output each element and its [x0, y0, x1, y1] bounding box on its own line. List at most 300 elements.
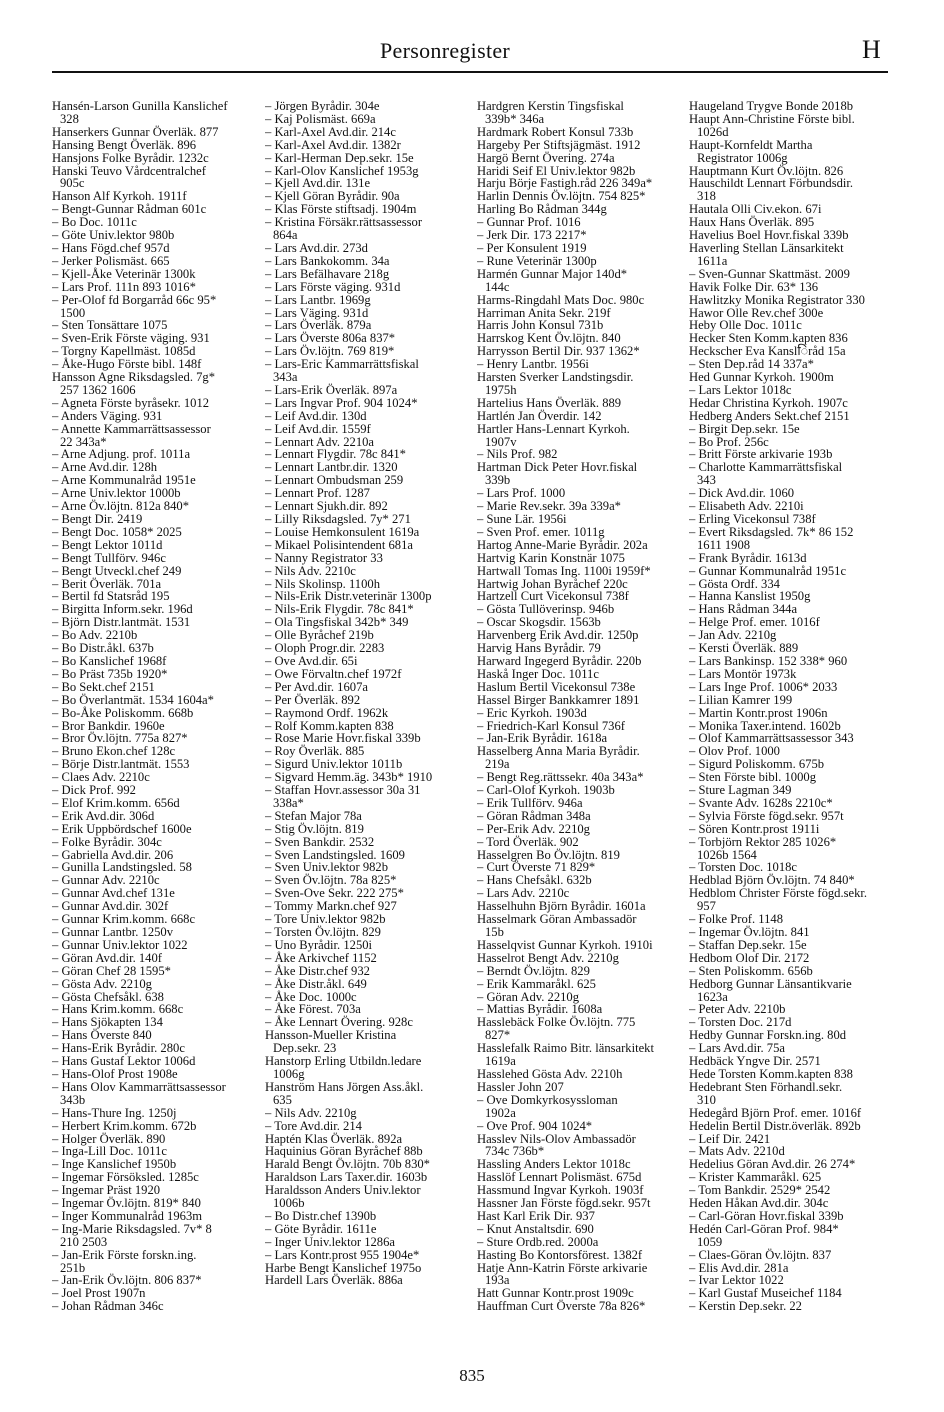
register-entry: – Hans Krim.komm. 668c	[52, 1002, 184, 1017]
register-entry: – Gösta Ordf. 334	[689, 576, 780, 591]
register-entry: – Ingemar Präst 1920	[52, 1183, 161, 1198]
register-entry: Havelius Boel Hovr.fiskal 339b	[689, 228, 849, 243]
register-entry: – Åke Distr.chef 932	[265, 963, 370, 978]
register-entry: – Tord Överläk. 902	[477, 834, 579, 849]
register-entry: Hansjons Folke Byrådir. 1232c	[52, 150, 209, 165]
register-entry: Hedelius Göran Avd.dir. 26 274*	[689, 1157, 856, 1172]
register-entry: – Hans Gustaf Lektor 1006d	[52, 1054, 196, 1069]
register-entry: – Jerk Dir. 173 2217*	[477, 228, 587, 243]
register-entry-continuation: 905c	[60, 176, 85, 191]
register-entry: – Dick Avd.dir. 1060	[689, 486, 795, 501]
register-entry: – Stig Öv.löjtn. 819	[265, 821, 364, 836]
register-entry: Haslum Bertil Vicekonsul 738e	[477, 679, 636, 694]
register-entry: Hauffman Curt Överste 78a 826*	[477, 1299, 646, 1314]
register-entry: – Sten Dep.råd 14 337a*	[689, 357, 814, 372]
register-entry: Haux Hans Överläk. 895	[689, 215, 815, 230]
register-entry: Hansing Bengt Överläk. 896	[52, 137, 197, 152]
register-entry: – Ing-Marie Riksdagsled. 7v* 8	[52, 1221, 212, 1236]
register-entry: Haraldson Lars Taxer.dir. 1603b	[265, 1170, 428, 1185]
register-entry: – Karl Gustaf Museichef 1184	[689, 1286, 842, 1301]
register-entry: – Oloph Progr.dir. 2283	[265, 641, 385, 656]
register-entry: – Sven Univ.lektor 982b	[265, 860, 389, 875]
register-entry-continuation: 1611a	[697, 253, 728, 268]
register-entry: – Bengt Reg.rättssekr. 40a 343a*	[477, 770, 644, 785]
register-entry: – Krister Kammaråkl. 625	[689, 1170, 822, 1185]
register-entry: Hasslehed Gösta Adv. 2210h	[477, 1066, 623, 1081]
register-entry: Hedborg Gunnar Länsantikvarie	[689, 976, 852, 991]
register-entry-continuation: 251b	[60, 1260, 86, 1275]
register-entry: Hed Gunnar Kyrkoh. 1900m	[689, 370, 834, 385]
register-entry: Hanserkers Gunnar Överläk. 877	[52, 124, 219, 139]
register-entry: – Nils-Erik Distr.veterinär 1300p	[265, 589, 432, 604]
register-entry: – Torgny Kapellmäst. 1085d	[52, 344, 196, 359]
register-entry: – Gunnar Adv. 2210c	[52, 873, 160, 888]
register-entry: – Elof Krim.komm. 656d	[52, 795, 180, 810]
register-entry: – Hans Sjökapten 134	[52, 1015, 163, 1030]
register-entry: Hassler John 207	[477, 1079, 564, 1094]
register-entry: – Bo Kanslichef 1968f	[52, 653, 167, 668]
register-entry: – Claes-Göran Öv.löjtn. 837	[689, 1247, 832, 1262]
register-entry: Haraldsson Anders Univ.lektor	[265, 1183, 421, 1198]
register-entry-continuation: 734c 736b*	[485, 1144, 545, 1159]
register-entry: – Lennart Adv. 2210a	[265, 434, 375, 449]
register-entry: – Roy Överläk. 885	[265, 744, 365, 759]
register-entry: Hasslebäck Folke Öv.löjtn. 775	[477, 1015, 636, 1030]
register-entry: – Sigvard Hemm.äg. 343b* 1910	[265, 770, 433, 785]
register-entry: Havik Folke Dir. 63* 136	[689, 279, 819, 294]
register-entry-continuation: 193a	[485, 1273, 510, 1288]
register-entry: – Ivar Lektor 1022	[689, 1273, 784, 1288]
register-entry-continuation: 339b* 346a	[485, 111, 545, 126]
register-entry: – Jan-Erik Öv.löjtn. 806 837*	[52, 1273, 202, 1288]
register-entry: – Gunnar Avd.dir. 302f	[52, 899, 169, 914]
register-entry: Harju Börje Fastigh.råd 226 349a*	[477, 176, 653, 191]
register-entry: – Lennart Sjukh.dir. 892	[265, 499, 388, 514]
register-entry: – Carl-Göran Hovr.fiskal 339b	[689, 1208, 844, 1223]
register-entry: Hassmund Ingvar Kyrkoh. 1903f	[477, 1183, 644, 1198]
register-entry-continuation: 343	[697, 473, 716, 488]
register-entry: – Erik Kammaråkl. 625	[477, 976, 596, 991]
register-entry: – Berit Överläk. 701a	[52, 576, 162, 591]
register-entry: Hartelius Hans Överläk. 889	[477, 395, 622, 410]
register-entry: Hecker Sten Komm.kapten 836	[689, 331, 848, 346]
register-column-3	[477, 100, 685, 1355]
register-entry: Harriman Anita Sekr. 219f	[477, 305, 611, 320]
register-entry: – Kjell Avd.dir. 131e	[265, 176, 371, 191]
register-entry: Hartzell Curt Vicekonsul 738f	[477, 589, 629, 604]
register-entry: – Gösta Adv. 2210g	[52, 976, 152, 991]
register-entry: – Jan Adv. 2210g	[689, 628, 777, 643]
register-entry: – Hans Fögd.chef 957d	[52, 240, 170, 255]
register-entry: – Kersti Överläk. 889	[689, 641, 799, 656]
register-entry: – Åke Lennart Övering. 928c	[265, 1015, 413, 1030]
register-entry: Haugeland Trygve Bonde 2018b	[689, 100, 854, 113]
register-entry: Harris John Konsul 731b	[477, 318, 604, 333]
register-entry: Hanström Hans Jörgen Ass.åkl.	[265, 1079, 424, 1094]
register-entry: – Åke Arkivchef 1152	[265, 950, 377, 965]
register-entry: – Lars Överste 806a 837*	[265, 331, 396, 346]
register-entry: – Leif Avd.dir. 130d	[265, 408, 367, 423]
register-entry: Hansson Agne Riksdagsled. 7g*	[52, 370, 216, 385]
register-entry: – Torbjörn Rektor 285 1026*	[689, 834, 837, 849]
register-entry: – Sigurd Poliskomm. 675b	[689, 757, 825, 772]
register-entry: Hasselberg Anna Maria Byrådir.	[477, 744, 640, 759]
register-entry-continuation: 635	[273, 1092, 292, 1107]
register-entry-continuation: 827*	[485, 1028, 511, 1043]
register-entry: Hansson-Mueller Kristina	[265, 1028, 397, 1043]
register-entry: – Göte Byrådir. 1611e	[265, 1221, 377, 1236]
register-entry-continuation: 338a*	[273, 795, 304, 810]
register-entry: – Ove Prof. 904 1024*	[477, 1118, 593, 1133]
register-entry: – Lennart Lantbr.dir. 1320	[265, 460, 398, 475]
register-entry: – Gunnar Avd.chef 131e	[52, 886, 175, 901]
register-entry: – Lars Kontr.prost 955 1904e*	[265, 1247, 420, 1262]
index-letter: H	[862, 35, 881, 64]
register-entry: – Eric Kyrkoh. 1903d	[477, 705, 587, 720]
register-entry: – Lars Bankinsp. 152 338* 960	[689, 653, 848, 668]
register-entry: – Tore Avd.dir. 214	[265, 1118, 362, 1133]
register-entry: – Holger Överläk. 890	[52, 1131, 166, 1146]
register-entry: Hauptmann Kurt Öv.löjtn. 826	[689, 163, 844, 178]
register-entry: – Bo-Åke Poliskomm. 668b	[52, 705, 194, 720]
register-entry: – Olov Prof. 1000	[689, 744, 780, 759]
register-entry: – Claes Adv. 2210c	[52, 770, 150, 785]
register-entry: – Bo Överlantmät. 1534 1604a*	[52, 692, 214, 707]
register-entry: – Lars Inge Prof. 1006* 2033	[689, 679, 838, 694]
register-entry: – Lars Prof. 111n 893 1016*	[52, 279, 196, 294]
register-entry: Harsten Sverker Landstingsdir.	[477, 370, 634, 385]
register-entry: – Åke Förest. 703a	[265, 1002, 361, 1017]
register-entry: – Gunnar Prof. 1016	[477, 215, 581, 230]
register-entry: Harald Bengt Öv.löjtn. 70b 830*	[265, 1157, 430, 1172]
register-entry: – Erik Tullförv. 946a	[477, 795, 583, 810]
register-entry: – Agneta Förste byråsekr. 1012	[52, 395, 210, 410]
register-entry: – Lars Befälhavare 218g	[265, 266, 390, 281]
register-entry-continuation: Dep.sekr. 23	[273, 1041, 337, 1056]
register-entry: Hedelin Bertil Distr.överläk. 892b	[689, 1118, 861, 1133]
register-entry-continuation: 1902a	[485, 1105, 516, 1120]
page-title: Personregister	[380, 38, 511, 63]
register-entry: Hasslöf Lennart Polismäst. 675d	[477, 1170, 642, 1185]
register-entry: – Bengt Tullförv. 946c	[52, 550, 166, 565]
register-entry: – Gunnar Univ.lektor 1022	[52, 937, 188, 952]
register-entry-continuation: 343b	[60, 1092, 86, 1107]
register-entry: – Sten Förste bibl. 1000g	[689, 770, 816, 785]
register-entry-continuation: 1975h	[485, 382, 517, 397]
register-entry: Haskå Inger Doc. 1011c	[477, 666, 599, 681]
register-entry: Hardgren Kerstin Tingsfiskal	[477, 100, 624, 113]
register-entry: – Lars Montör 1973k	[689, 666, 797, 681]
register-entry: – Johan Rådman 346c	[52, 1299, 164, 1314]
register-entry: Haupt-Kornfeldt Martha	[689, 137, 813, 152]
register-entry: – Charlotte Kammarrättsfiskal	[689, 460, 843, 475]
register-entry: – Bengt Utveckl.chef 249	[52, 563, 182, 578]
register-entry: – Gunnar Lantbr. 1250v	[52, 925, 174, 939]
register-entry: – Kaj Polismäst. 669a	[265, 111, 376, 126]
register-entry: – Folke Byrådir. 304c	[52, 834, 162, 849]
register-entry: – Anders Väging. 931	[52, 408, 163, 423]
register-entry: – Göran Avd.dir. 140f	[52, 950, 162, 965]
register-entry: – Sture Lagman 349	[689, 783, 792, 798]
register-entry: Harms-Ringdahl Mats Doc. 980c	[477, 292, 645, 307]
register-entry: Hassel Birger Bankkamrer 1891	[477, 692, 640, 707]
register-entry: Hasselmark Göran Ambassadör	[477, 912, 637, 927]
register-entry: Hawor Olle Rev.chef 300e	[689, 305, 824, 320]
register-entry: – Lennart Prof. 1287	[265, 486, 370, 501]
register-entry: – Inge Kanslichef 1950b	[52, 1157, 177, 1172]
register-entry: – Bengt Dir. 2419	[52, 512, 143, 526]
register-column-1	[52, 100, 260, 1355]
register-entry: – Per Konsulent 1919	[477, 240, 587, 255]
register-entry: – Kerstin Dep.sekr. 22	[689, 1299, 802, 1314]
register-entry: Hatje Ann-Katrin Förste arkivarie	[477, 1260, 648, 1275]
register-entry-continuation: 328	[60, 111, 79, 126]
register-entry: – Torsten Doc. 217d	[689, 1015, 792, 1030]
register-entry: – Hans Chefsåkl. 632b	[477, 873, 592, 888]
register-entry: – Gunnar Kommunalråd 1951c	[689, 563, 847, 578]
register-entry: – Sven-Ove Sekr. 222 275*	[265, 886, 404, 901]
register-entry: – Lars Lantbr. 1969g	[265, 292, 371, 307]
register-entry: – Bengt-Gunnar Rådman 601c	[52, 202, 207, 217]
register-entry: – Åke Distr.åkl. 649	[265, 976, 367, 991]
register-entry: – Nils-Erik Flygdir. 78c 841*	[265, 602, 414, 617]
register-entry: – Berndt Öv.löjtn. 829	[477, 963, 590, 978]
register-entry: – Sten Poliskomm. 656b	[689, 963, 813, 978]
register-entry: – Lilly Riksdagsled. 7y* 271	[265, 512, 411, 526]
register-entry: – Elisabeth Adv. 2210i	[689, 499, 804, 514]
register-entry-continuation: 144c	[485, 279, 510, 294]
register-entry: Hawlitzky Monika Registrator 330	[689, 292, 865, 307]
register-entry: – Ove Avd.dir. 65i	[265, 653, 358, 668]
register-entry: – Per Avd.dir. 1607a	[265, 679, 368, 694]
register-entry: – Lars Överläk. 879a	[265, 318, 372, 333]
register-entry: – Annette Kammarrättsassessor	[52, 421, 211, 436]
register-entry: Hartvig Karin Konstnär 1075	[477, 550, 625, 565]
register-entry-continuation: 219a	[485, 757, 510, 772]
register-entry: – Bertil fd Statsråd 195	[52, 589, 170, 604]
register-entry: Hedén Carl-Göran Prof. 984*	[689, 1221, 839, 1236]
register-entry: – Bo Prof. 256c	[689, 434, 769, 449]
register-entry: – Erling Vicekonsul 738f	[689, 512, 816, 526]
register-entry: – Karl-Axel Avd.dir. 214c	[265, 124, 396, 139]
register-entry-continuation: 1026d	[697, 124, 729, 139]
register-entry: Hasselgren Bo Öv.löjtn. 819	[477, 847, 620, 862]
page-header	[0, 0, 944, 70]
register-entry: Hedebrant Sten Förhandl.sekr.	[689, 1079, 843, 1094]
register-entry: – Åke-Hugo Förste bibl. 148f	[52, 357, 202, 372]
register-entry-continuation: 310	[697, 1092, 716, 1107]
register-entry: Haridi Seif El Univ.lektor 982b	[477, 163, 636, 178]
register-entry: – Lars-Erik Överläk. 897a	[265, 382, 398, 397]
register-entry: – Arne Kommunalråd 1951e	[52, 473, 196, 488]
register-entry: – Tommy Markn.chef 927	[265, 899, 397, 914]
register-entry: – Ingemar Försöksled. 1285c	[52, 1170, 199, 1185]
register-entry: Hedbäck Yngve Dir. 2571	[689, 1054, 821, 1069]
register-entry-continuation: 1619a	[485, 1054, 516, 1069]
register-entry: Hautala Olli Civ.ekon. 67i	[689, 202, 822, 217]
register-entry: Hedar Christina Kyrkoh. 1907c	[689, 395, 848, 410]
register-entry: – Gunilla Landstingsled. 58	[52, 860, 192, 875]
register-entry: Harvig Hans Byrådir. 79	[477, 641, 601, 656]
register-entry: Harmén Gunnar Major 140d*	[477, 266, 628, 281]
register-entry: Hanstorp Erling Utbildn.ledare	[265, 1054, 422, 1069]
register-entry: – Rolf Komm.kapten 838	[265, 718, 394, 733]
register-entry: – Bo Präst 735b 1920*	[52, 666, 168, 681]
register-entry: – Torsten Doc. 1018c	[689, 860, 798, 875]
register-entry: – Göte Univ.lektor 980b	[52, 228, 175, 243]
register-entry: – Bruno Ekon.chef 128c	[52, 744, 176, 759]
register-entry: Hedblad Björn Öv.löjtn. 74 840*	[689, 873, 855, 888]
register-entry: – Lars Öv.löjtn. 769 819*	[265, 344, 395, 359]
register-entry: – Arne Adjung. prof. 1011a	[52, 447, 191, 462]
register-entry: – Louise Hemkonsulent 1619a	[265, 524, 420, 539]
register-entry: Hast Karl Erik Dir. 937	[477, 1208, 595, 1223]
register-entry: – Birgitta Inform.sekr. 196d	[52, 602, 193, 617]
register-entry: Heby Olle Doc. 1011c	[689, 318, 802, 333]
register-entry: Harlin Dennis Öv.löjtn. 754 825*	[477, 189, 646, 204]
register-entry: – Jörgen Byrådir. 304e	[265, 100, 380, 113]
register-entry: – Sigurd Univ.lektor 1011b	[265, 757, 403, 772]
register-entry: – Göran Rådman 348a	[477, 808, 591, 823]
register-entry: – Lars Adv. 2210c	[477, 886, 570, 901]
register-entry: Heckscher Eva Kanslिråd 15a	[689, 344, 846, 359]
register-entry: – Folke Prof. 1148	[689, 912, 783, 927]
register-entry: – Uno Byrådir. 1250i	[265, 937, 373, 952]
register-entry: – Hans-Olof Prost 1908e	[52, 1066, 178, 1081]
register-entry-continuation: 1500	[60, 305, 86, 320]
register-entry: – Bo Doc. 1011c	[52, 215, 137, 230]
register-entry: – Lars Avd.dir. 273d	[265, 240, 368, 255]
register-entry: – Carl-Olof Kyrkoh. 1903b	[477, 783, 615, 798]
register-entry: – Hanna Kanslist 1950g	[689, 589, 811, 604]
register-entry: Hartler Hans-Lennart Kyrkoh.	[477, 421, 630, 436]
register-entry: Hasselqvist Gunnar Kyrkoh. 1910i	[477, 937, 653, 952]
register-entry: Hassling Anders Lektor 1018c	[477, 1157, 631, 1172]
register-entry: – Kjell-Åke Veterinär 1300k	[52, 266, 196, 281]
register-entry: – Hans-Erik Byrådir. 280c	[52, 1041, 185, 1056]
register-entry: – Nils Adv. 2210c	[265, 563, 356, 578]
register-entry-continuation: Registrator 1006g	[697, 150, 788, 165]
register-entry: – Sune Lär. 1956i	[477, 512, 567, 526]
register-entry-continuation: 318	[697, 189, 716, 204]
register-entry: Harrysson Bertil Dir. 937 1362*	[477, 344, 640, 359]
register-entry: – Bror Öv.löjtn. 775a 827*	[52, 731, 188, 746]
register-entry: – Henry Lantbr. 1956i	[477, 357, 589, 372]
register-entry: Hedby Gunnar Forskn.ing. 80d	[689, 1028, 847, 1043]
register-entry: – Kristina Försäkr.rättsassessor	[265, 215, 423, 230]
register-entry: – Staffan Dep.sekr. 15e	[689, 937, 807, 952]
register-entry: – Stefan Major 78a	[265, 808, 362, 823]
register-entry: – Nils Skolinsp. 1100h	[265, 576, 380, 591]
register-entry: – Olle Byråchef 219b	[265, 628, 374, 643]
register-entry: Hatt Gunnar Kontr.prost 1909c	[477, 1286, 634, 1301]
register-entry: – Per-Erik Adv. 2210g	[477, 821, 590, 836]
register-entry: Hartwig Johan Byråchef 220c	[477, 576, 628, 591]
register-entry-continuation: 957	[697, 899, 716, 914]
register-entry: Hasselhuhn Björn Byrådir. 1601a	[477, 899, 646, 914]
register-entry-continuation: 210 2503	[60, 1234, 108, 1249]
register-entry: – Lars Ingvar Prof. 904 1024*	[265, 395, 418, 410]
register-entry: Harrskog Kent Öv.löjtn. 840	[477, 331, 621, 346]
register-entry: – Ingemar Öv.löjtn. 841	[689, 925, 810, 939]
register-entry: – Hans Överste 840	[52, 1028, 152, 1043]
register-entry: – Bror Bankdir. 1960e	[52, 718, 165, 733]
register-entry: – Martin Kontr.prost 1906n	[689, 705, 828, 720]
register-entry: – Lars Lektor 1018c	[689, 382, 792, 397]
register-entry: – Per Överläk. 892	[265, 692, 361, 707]
register-entry: – Erik Uppbördschef 1600e	[52, 821, 192, 836]
register-entry: Hartog Anne-Marie Byrådir. 202a	[477, 537, 648, 552]
register-entry: – Lars Bankokomm. 34a	[265, 253, 390, 268]
register-entry: – Lennart Flygdir. 78c 841*	[265, 447, 406, 462]
page-number: 835	[459, 1366, 485, 1385]
register-entry-continuation: 1026b 1564	[697, 847, 757, 862]
register-entry-continuation: 1059	[697, 1234, 723, 1249]
register-entry: – Sylvia Förste fögd.sekr. 957t	[689, 808, 844, 823]
register-entry: – Lars Väging. 931d	[265, 305, 369, 320]
register-entry: – Göran Chef 28 1595*	[52, 963, 171, 978]
register-entry: Hartman Dick Peter Hovr.fiskal	[477, 460, 638, 475]
register-entry: Hede Torsten Komm.kapten 838	[689, 1066, 853, 1081]
register-entry: Harling Bo Rådman 344g	[477, 202, 607, 217]
register-column-4	[689, 100, 897, 1355]
register-entry: – Gunnar Krim.komm. 668c	[52, 912, 196, 927]
header-rule	[52, 71, 888, 73]
register-entry: – Ove Domkyrkosyssloman	[477, 1092, 618, 1107]
register-entry: – Åke Doc. 1000c	[265, 989, 357, 1004]
register-entry: Hasslefalk Raimo Bitr. länsarkitekt	[477, 1041, 654, 1056]
register-entry: – Ola Tingsfiskal 342b* 349	[265, 615, 409, 630]
register-entry: – Lars Prof. 1000	[477, 486, 566, 501]
register-entry: – Inger Univ.lektor 1286a	[265, 1234, 395, 1249]
register-entry: – Bengt Lektor 1011d	[52, 537, 163, 552]
register-entry: – Sten Tonsättare 1075	[52, 318, 168, 333]
register-entry: – Sture Ordb.red. 2000a	[477, 1234, 599, 1249]
register-entry: – Knut Anstaltsdir. 690	[477, 1221, 594, 1236]
register-entry: – Herbert Krim.komm. 672b	[52, 1118, 197, 1133]
register-entry: – Karl-Axel Avd.dir. 1382r	[265, 137, 401, 152]
register-entry: – Arne Univ.lektor 1000b	[52, 486, 181, 501]
register-entry: – Svante Adv. 1628s 2210c*	[689, 795, 833, 810]
register-entry: Hedblom Christer Förste fögd.sekr.	[689, 886, 868, 901]
register-entry: – Leif Dir. 2421	[689, 1131, 771, 1146]
register-entry: – Arne Avd.dir. 128h	[52, 460, 158, 475]
register-entry: – Lars-Eric Kammarrättsfiskal	[265, 357, 419, 372]
register-entry: – Klas Förste stiftsadj. 1904m	[265, 202, 417, 217]
register-entry: Hargö Bernt Övering. 274a	[477, 150, 615, 165]
register-entry: – Gösta Chefsåkl. 638	[52, 989, 164, 1004]
register-entry: Hedbom Olof Dir. 2172	[689, 950, 810, 965]
register-entry: Hassner Jan Förste fögd.sekr. 957t	[477, 1196, 651, 1211]
register-entry: – Olof Kammarrättsassessor 343	[689, 731, 854, 746]
register-entry: – Per-Olof fd Borgarråd 66c 95*	[52, 292, 217, 307]
register-entry: – Nils Adv. 2210g	[265, 1105, 357, 1120]
register-entry: – Elis Avd.dir. 281a	[689, 1260, 789, 1275]
register-entry: – Hans-Thure Ing. 1250j	[52, 1105, 177, 1120]
register-entry-continuation: 1006b	[273, 1196, 305, 1211]
register-entry: – Jan-Erik Förste forskn.ing.	[52, 1247, 197, 1262]
register-entry: Harbe Bengt Kanslichef 1975o	[265, 1260, 422, 1275]
register-entry: – Sven Öv.löjtn. 78a 825*	[265, 873, 397, 888]
register-entry: – Göran Adv. 2210g	[477, 989, 580, 1004]
register-entry: – Mikael Polisintendent 681a	[265, 537, 413, 552]
register-entry: – Karl-Olov Kanslichef 1953g	[265, 163, 419, 178]
register-entry-continuation: 1907v	[485, 434, 517, 449]
register-entry: – Jerker Polismäst. 665	[52, 253, 170, 268]
register-entry: – Raymond Ordf. 1962k	[265, 705, 389, 720]
register-entry: Hanski Teuvo Vårdcentralchef	[52, 163, 206, 178]
register-entry: Hartlén Jan Överdir. 142	[477, 408, 602, 423]
